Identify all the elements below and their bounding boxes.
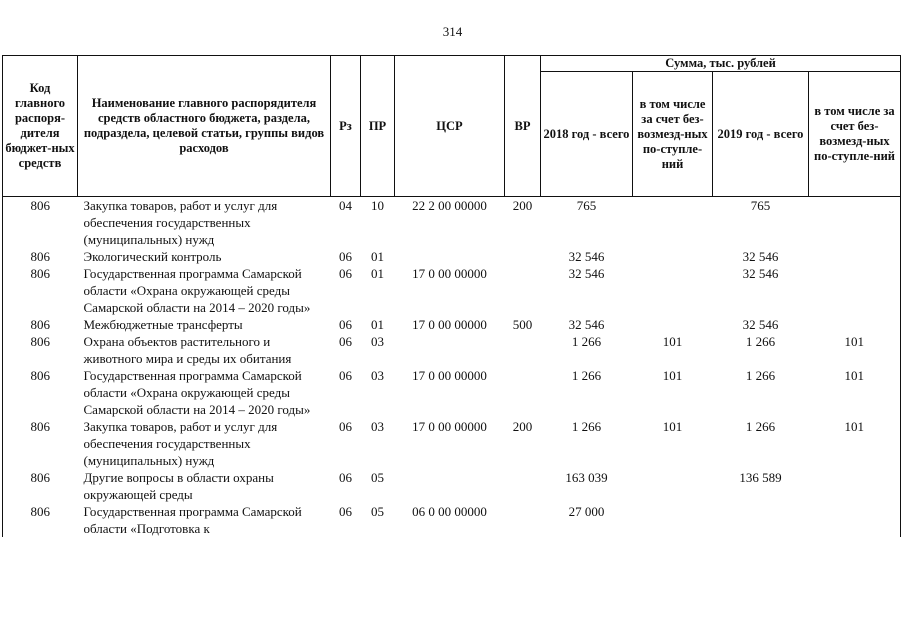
cell-free2018: 101	[662, 334, 683, 349]
cell-y2019: 136 589	[739, 470, 782, 485]
cell-vr	[505, 367, 541, 418]
cell-free2019: 101	[809, 333, 901, 367]
cell-pr: 01	[371, 249, 384, 264]
cell-csr	[395, 333, 505, 367]
cell-free2018	[633, 265, 713, 316]
cell-rz: 06	[339, 419, 352, 434]
cell-name: Государственная программа Самарской области «Охрана окружающей среды Самарской области на 2014 – 2020 годы»	[83, 266, 311, 315]
table-row	[3, 418, 901, 469]
table-row	[3, 333, 901, 367]
cell-csr	[395, 248, 505, 265]
cell-rz: 06	[339, 368, 352, 383]
cell-rz: 06	[339, 334, 352, 349]
cell-y2019: 1 266	[745, 368, 776, 383]
cell-csr: 22 2 00 00000	[412, 198, 487, 213]
header-vr: ВР	[505, 56, 541, 197]
cell-name: Охрана объектов растительного и животного мира и среды их обитания	[83, 334, 292, 366]
cell-y2018: 1 266	[571, 419, 602, 434]
cell-rz: 06	[339, 266, 352, 281]
header-2018-total: 2018 год - всего	[541, 72, 633, 197]
cell-y2019: 32 546	[742, 266, 779, 281]
cell-pr: 01	[371, 266, 384, 281]
cell-code: 806	[3, 333, 78, 367]
cell-pr: 03	[371, 368, 384, 383]
table-row	[3, 265, 901, 316]
cell-free2018: 101	[662, 368, 683, 383]
header-2019-total: 2019 год - всего	[713, 72, 809, 197]
cell-y2018: 32 546	[568, 266, 605, 281]
header-sum: Сумма, тыс. рублей	[541, 56, 901, 72]
cell-name: Межбюджетные трансферты	[83, 317, 243, 332]
page-number: 314	[442, 24, 463, 39]
cell-free2018	[633, 316, 713, 333]
cell-code: 806	[3, 503, 78, 537]
cell-csr: 17 0 00 00000	[412, 317, 487, 332]
cell-y2018: 32 546	[568, 249, 605, 264]
cell-y2019: 1 266	[745, 419, 776, 434]
header-2019-free: в том числе за счет без-возмезд-ных по-ступле-ний	[809, 72, 901, 197]
cell-csr	[395, 469, 505, 503]
cell-name: Государственная программа Самарской области «Охрана окружающей среды Самарской области на 2014 – 2020 годы»	[83, 368, 311, 417]
table-row	[3, 469, 901, 503]
header-pr: ПР	[361, 56, 395, 197]
cell-rz: 04	[339, 198, 352, 213]
cell-y2018: 32 546	[568, 317, 605, 332]
cell-free2018	[633, 503, 713, 537]
table-row	[3, 316, 901, 333]
cell-free2019	[809, 197, 901, 249]
header-name: Наименование главного распорядителя средств областного бюджета, раздела, подраздела, целевой статьи, группы видов расходов	[78, 56, 331, 197]
cell-y2019: 32 546	[742, 249, 779, 264]
cell-code: 806	[3, 469, 78, 503]
cell-free2019	[809, 469, 901, 503]
cell-y2019: 1 266	[745, 334, 776, 349]
cell-pr: 01	[371, 317, 384, 332]
header-csr: ЦСР	[395, 56, 505, 197]
cell-name: Государственная программа Самарской области «Подготовка к	[83, 504, 302, 536]
cell-csr: 17 0 00 00000	[412, 266, 487, 281]
cell-rz: 06	[339, 317, 352, 332]
table-row	[3, 367, 901, 418]
cell-code: 806	[3, 197, 78, 249]
cell-vr	[505, 333, 541, 367]
cell-free2019	[809, 316, 901, 333]
cell-code: 806	[3, 265, 78, 316]
cell-vr	[505, 503, 541, 537]
cell-csr: 17 0 00 00000	[412, 368, 487, 383]
cell-y2018: 163 039	[565, 470, 608, 485]
cell-y2018: 27 000	[568, 504, 605, 519]
cell-pr: 10	[371, 198, 384, 213]
cell-y2019: 765	[750, 198, 771, 213]
header-2018-free: в том числе за счет без-возмезд-ных по-ступле-ний	[633, 72, 713, 197]
cell-vr: 200	[512, 419, 533, 434]
cell-pr: 03	[371, 419, 384, 434]
cell-vr: 500	[512, 317, 533, 332]
cell-name: Закупка товаров, работ и услуг для обеспечения государственных (муниципальных) нужд	[83, 198, 278, 247]
cell-vr	[505, 469, 541, 503]
header-code: Код главного распоря-дителя бюджет-ных средств	[3, 56, 78, 197]
cell-free2018	[633, 248, 713, 265]
cell-code: 806	[3, 248, 78, 265]
cell-free2018	[633, 469, 713, 503]
budget-table	[2, 55, 901, 537]
cell-vr	[505, 248, 541, 265]
table-row	[3, 197, 901, 249]
cell-y2019: 32 546	[742, 317, 779, 332]
cell-pr: 05	[371, 504, 384, 519]
cell-code: 806	[3, 316, 78, 333]
cell-vr	[505, 265, 541, 316]
header-rz: Рз	[331, 56, 361, 197]
cell-rz: 06	[339, 504, 352, 519]
cell-rz: 06	[339, 249, 352, 264]
cell-vr: 200	[512, 198, 533, 213]
table-header	[3, 56, 901, 197]
table-body	[3, 197, 901, 538]
table-row	[3, 503, 901, 537]
cell-name: Экологический контроль	[83, 249, 222, 264]
cell-free2019	[809, 248, 901, 265]
cell-y2018: 765	[576, 198, 597, 213]
cell-csr: 17 0 00 00000	[412, 419, 487, 434]
cell-free2019	[809, 265, 901, 316]
cell-free2019	[809, 503, 901, 537]
cell-free2019: 101	[809, 367, 901, 418]
cell-pr: 05	[371, 470, 384, 485]
cell-y2018: 1 266	[571, 334, 602, 349]
cell-free2018	[633, 197, 713, 249]
cell-csr: 06 0 00 00000	[412, 504, 487, 519]
cell-y2019	[713, 503, 809, 537]
cell-name: Другие вопросы в области охраны окружающей среды	[83, 470, 274, 502]
cell-free2019: 101	[809, 418, 901, 469]
cell-free2018: 101	[662, 419, 683, 434]
cell-y2018: 1 266	[571, 368, 602, 383]
cell-rz: 06	[339, 470, 352, 485]
cell-code: 806	[3, 418, 78, 469]
table-row	[3, 248, 901, 265]
cell-code: 806	[3, 367, 78, 418]
cell-pr: 03	[371, 334, 384, 349]
cell-name: Закупка товаров, работ и услуг для обеспечения государственных (муниципальных) нужд	[83, 419, 278, 468]
